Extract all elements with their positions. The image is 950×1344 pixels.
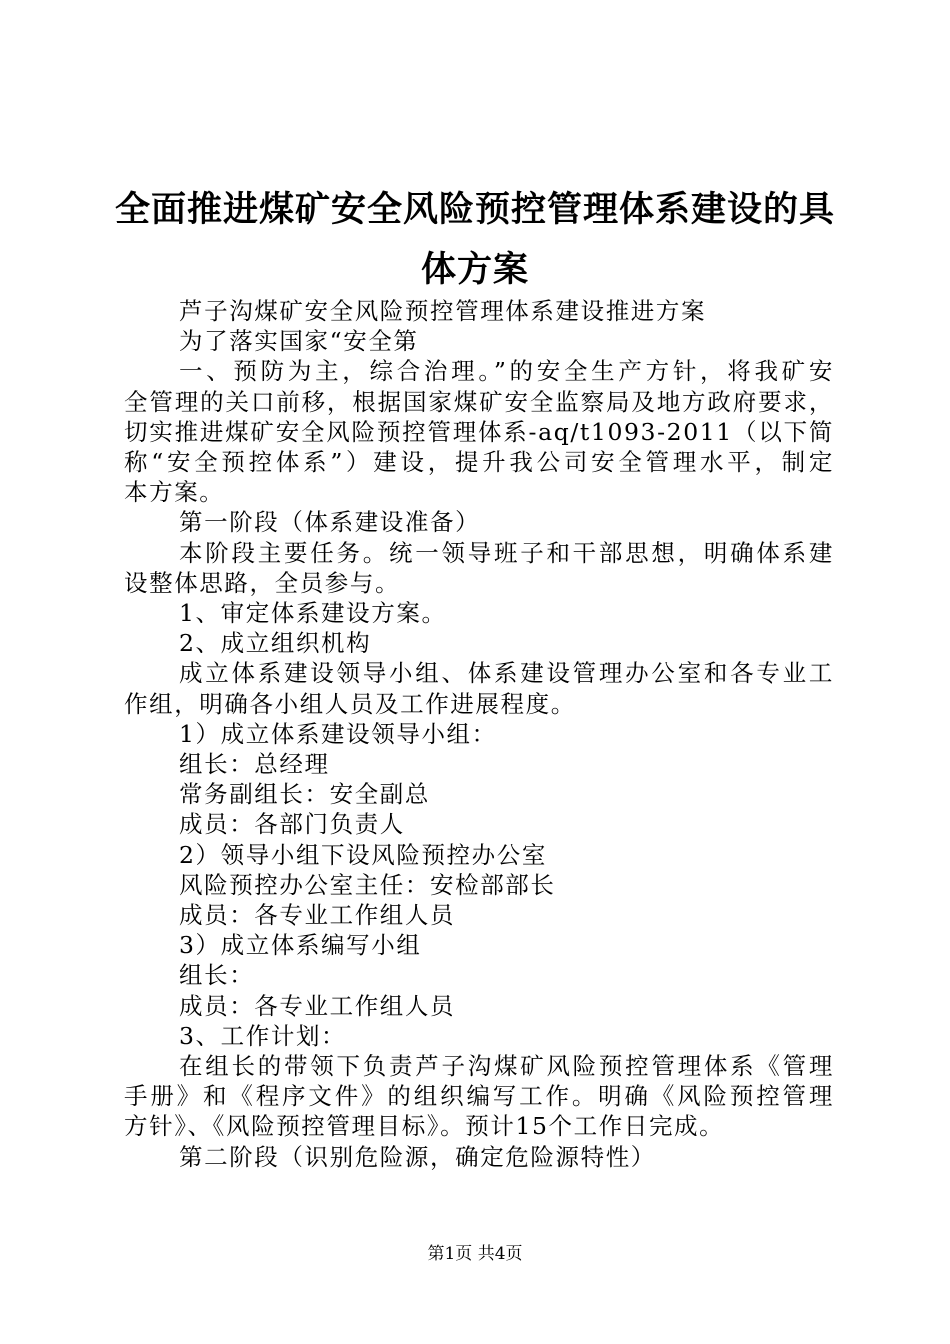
document-title-line-1: 全面推进煤矿安全风险预控管理体系建设的具 — [114, 190, 835, 230]
document-body — [124, 296, 834, 1172]
body-line: 1）成立体系建设领导小组： — [179, 719, 497, 748]
section-heading: 第二阶段（识别危险源，确定危险源特性） — [179, 1142, 656, 1171]
body-line: 组长： — [179, 961, 255, 990]
body-line: 在组长的带领下负责芦子沟煤矿风险预控管理体系《管理 — [179, 1052, 834, 1081]
section-heading: 第一阶段（体系建设准备） — [179, 508, 481, 537]
body-line: 组长：总经理 — [179, 750, 330, 779]
body-line: 方针》、《风险预控管理目标》。预计15个工作日完成。 — [124, 1112, 725, 1141]
body-line: 作组，明确各小组人员及工作进展程度。 — [124, 689, 576, 718]
body-line: 本方案。 — [124, 478, 225, 507]
body-line: 3、工作计划： — [179, 1021, 347, 1050]
body-line: 成员：各专业工作组人员 — [179, 901, 456, 930]
body-line: 称“安全预控体系”）建设，提升我公司安全管理水平，制定 — [124, 448, 834, 477]
body-line: 全管理的关口前移，根据国家煤矿安全监察局及地方政府要求， — [124, 387, 834, 416]
body-line: 常务副组长：安全副总 — [179, 780, 430, 809]
body-line: 2、成立组织机构 — [179, 629, 372, 658]
body-line: 为了落实国家“安全第 — [179, 327, 419, 356]
body-line: 芦子沟煤矿安全风险预控管理体系建设推进方案 — [179, 297, 707, 325]
page-number-footer: 第1页 共4页 — [427, 1244, 523, 1264]
body-line: 2）领导小组下设风险预控办公室 — [179, 840, 547, 869]
body-line: 切实推进煤矿安全风险预控管理体系-aq/t1093-2011（以下简 — [124, 417, 834, 446]
body-line: 成员：各部门负责人 — [179, 810, 405, 839]
body-line: 风险预控办公室主任：安检部部长 — [179, 870, 556, 899]
body-line: 1、审定体系建设方案。 — [179, 599, 447, 628]
body-line: 成员：各专业工作组人员 — [179, 991, 456, 1020]
body-line: 设整体思路，全员参与。 — [124, 568, 401, 597]
body-line: 一、预防为主，综合治理。”的安全生产方针，将我矿安 — [179, 357, 834, 386]
body-line: 手册》和《程序文件》的组织编写工作。明确《风险预控管理 — [124, 1082, 834, 1111]
body-line: 本阶段主要任务。统一领导班子和干部思想，明确体系建 — [179, 538, 834, 567]
document-title-line-2: 体方案 — [420, 250, 529, 290]
body-line: 3）成立体系编写小组 — [179, 931, 422, 960]
body-line: 成立体系建设领导小组、体系建设管理办公室和各专业工 — [179, 659, 834, 688]
